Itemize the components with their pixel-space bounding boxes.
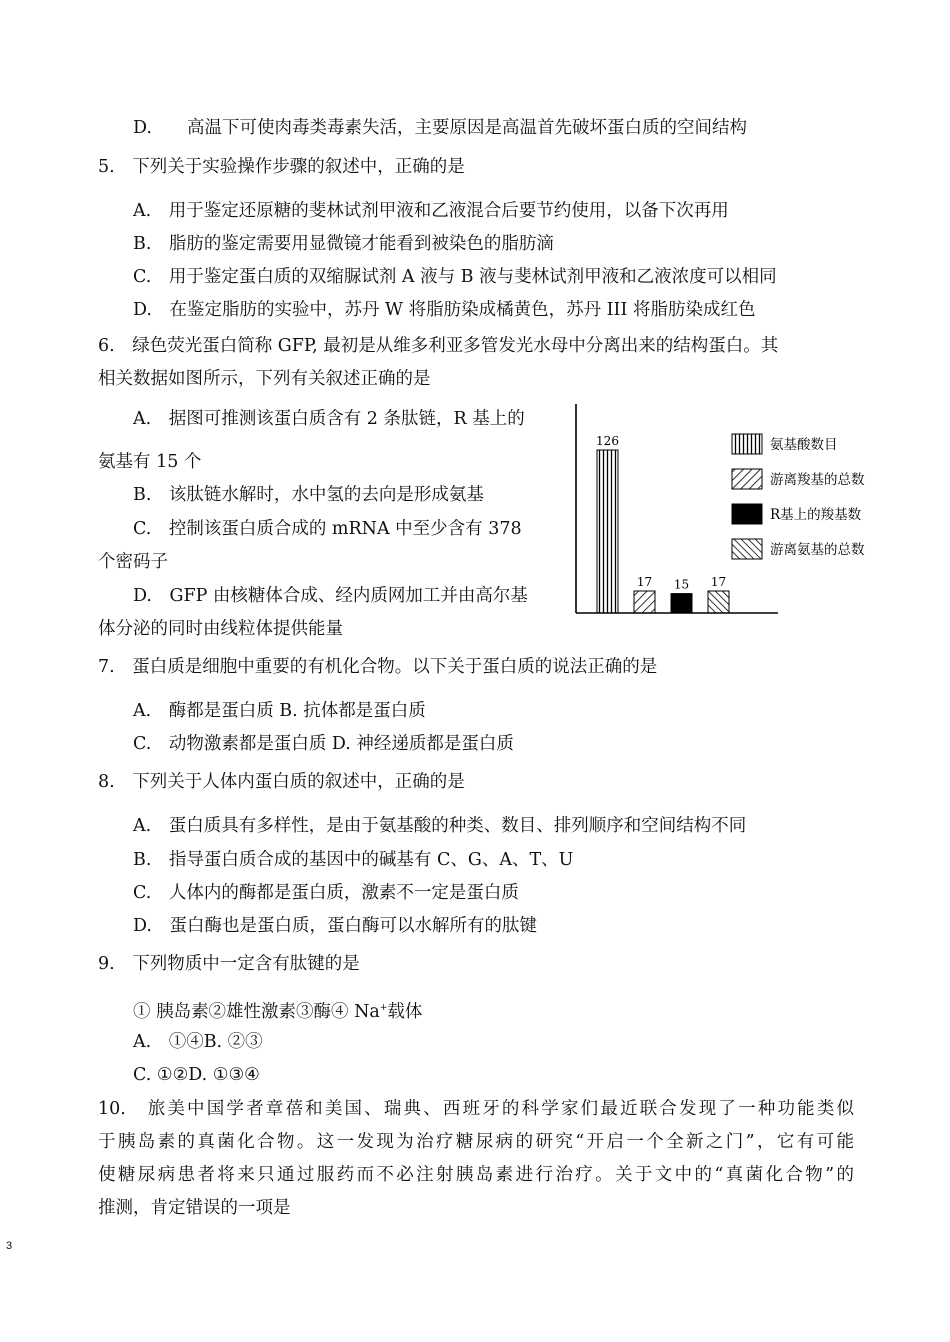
legend-swatch-2 bbox=[732, 469, 762, 489]
q6-bar-chart bbox=[566, 400, 866, 620]
q8-option-b: B. 指导蛋白质合成的基因中的碱基有 C、G、A、T、U bbox=[133, 850, 574, 870]
q8-option-d: D. 蛋白酶也是蛋白质，蛋白酶可以水解所有的肽键 bbox=[133, 916, 537, 936]
q6-stem-line1: 6. 绿色荧光蛋白简称 GFP, 最初是从维多利亚多管发光水母中分离出来的结构蛋白。其 bbox=[98, 336, 779, 356]
bar-2 bbox=[634, 591, 655, 613]
q9-options-ab: A. ①④B. ②③ bbox=[133, 1032, 263, 1052]
bar-1 bbox=[597, 450, 618, 613]
q9-items-sup: + bbox=[379, 1003, 388, 1013]
q6-option-d-line2: 体分泌的同时由线粒体提供能量 bbox=[98, 619, 343, 639]
legend-swatch-4 bbox=[732, 539, 762, 559]
q5-option-a: A. 用于鉴定还原糖的斐林试剂甲液和乙液混合后要节约使用，以备下次再用 bbox=[133, 201, 729, 221]
bar-label-1: 126 bbox=[596, 434, 619, 448]
q8-stem: 8. 下列关于人体内蛋白质的叙述中，正确的是 bbox=[98, 772, 465, 792]
bar-3 bbox=[671, 594, 692, 613]
q6-option-c-line1: C. 控制该蛋白质合成的 mRNA 中至少含有 378 bbox=[133, 519, 522, 539]
q8-option-a: A. 蛋白质具有多样性，是由于氨基酸的种类、数目、排列顺序和空间结构不同 bbox=[133, 816, 747, 836]
q6-stem-line2: 相关数据如图所示，下列有关叙述正确的是 bbox=[98, 369, 431, 389]
q6-option-a-line2: 氨基有 15 个 bbox=[98, 452, 202, 472]
q10-line3: 使糖尿病患者将来只通过服药而不必注射胰岛素进行治疗。关于文中的“真菌化合物”的 bbox=[98, 1165, 854, 1185]
q10-line1: 10. 旅美中国学者章蓓和美国、瑞典、西班牙的科学家们最近联合发现了一种功能类似 bbox=[98, 1099, 854, 1119]
q10-line4: 推测，肯定错误的一项是 bbox=[98, 1198, 291, 1218]
q7-options-cd: C. 动物激素都是蛋白质 D. 神经递质都是蛋白质 bbox=[133, 734, 514, 754]
legend-swatch-3 bbox=[732, 504, 762, 524]
q6-option-d-line1: D. GFP 由核糖体合成、经内质网加工并由高尔基 bbox=[133, 586, 528, 606]
q6-option-c-line2: 个密码子 bbox=[98, 552, 168, 572]
q7-stem: 7. 蛋白质是细胞中重要的有机化合物。以下关于蛋白质的说法正确的是 bbox=[98, 657, 658, 677]
q9-items-text: ① 胰岛素②雄性激素③酶④ Na bbox=[133, 1001, 380, 1022]
q9-options-cd: C. ①②D. ①③④ bbox=[133, 1065, 260, 1085]
q10-line2: 于胰岛素的真菌化合物。这一发现为治疗糖尿病的研究“开启一个全新之门”，它有可能 bbox=[98, 1132, 854, 1152]
q9-stem: 9. 下列物质中一定含有肽键的是 bbox=[98, 954, 360, 974]
legend-label-4: 游离氨基的总数 bbox=[770, 542, 865, 558]
legend-label-1: 氨基酸数目 bbox=[770, 437, 838, 453]
q5-stem: 5. 下列关于实验操作步骤的叙述中，正确的是 bbox=[98, 157, 465, 177]
bar-label-3: 15 bbox=[673, 577, 690, 592]
q9-items-tail: 载体 bbox=[387, 1001, 423, 1022]
q5-option-c: C. 用于鉴定蛋白质的双缩脲试剂 A 液与 B 液与斐林试剂甲液和乙液浓度可以相同 bbox=[133, 267, 777, 287]
q5-option-b: B. 脂肪的鉴定需要用显微镜才能看到被染色的脂肪滴 bbox=[133, 234, 554, 254]
q8-option-c: C. 人体内的酶都是蛋白质，激素不一定是蛋白质 bbox=[133, 883, 519, 903]
legend-label-3: R基上的羧基数 bbox=[770, 507, 862, 523]
legend-swatch-1 bbox=[732, 434, 762, 454]
q6-option-a-line1: A. 据图可推测该蛋白质含有 2 条肽链，R 基上的 bbox=[133, 409, 525, 429]
bar-4 bbox=[708, 591, 729, 613]
q7-options-ab: A. 酶都是蛋白质 B. 抗体都是蛋白质 bbox=[133, 701, 426, 721]
q5-option-d: D. 在鉴定脂肪的实验中，苏丹 W 将脂肪染成橘黄色，苏丹 III 将脂肪染成红色 bbox=[133, 300, 756, 320]
bar-label-4: 17 bbox=[710, 575, 727, 590]
q9-items bbox=[133, 997, 422, 1023]
q6-option-b: B. 该肽链水解时，水中氢的去向是形成氨基 bbox=[133, 485, 484, 505]
legend-label-2: 游离羧基的总数 bbox=[770, 472, 865, 488]
page-number: 3 bbox=[6, 1240, 13, 1252]
bar-label-2: 17 bbox=[636, 575, 653, 590]
q4-option-d: D. 高温下可使肉毒类毒素失活，主要原因是高温首先破坏蛋白质的空间结构 bbox=[133, 118, 747, 138]
